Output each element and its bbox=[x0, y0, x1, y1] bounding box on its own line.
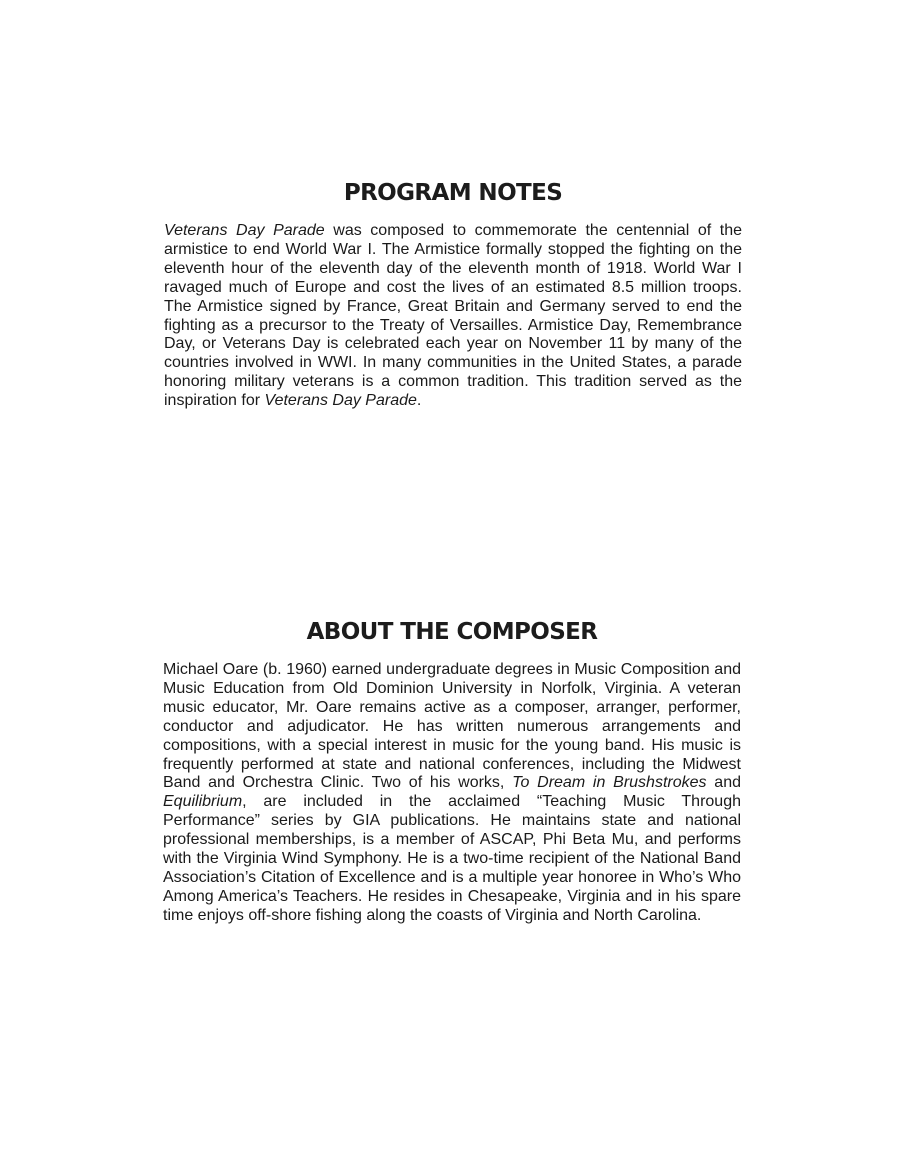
composer-bio-part2: , are included in the acclaimed “Teaching Music Through Performance” series by GIA publications. He maintains state and national professional memberships, is a member of ASCAP, Phi Beta Mu, and performs with the Virginia Wind Symphony. He is a two-time recipient of the National Band Association’s Citation of Excellence and is a multiple year honoree in Who’s Who Among America’s Teachers. He resides in Chesapeake, Virginia and in his spare time enjoys off-shore fishing along the coasts of Virginia and North Carolina. bbox=[163, 793, 741, 924]
program-notes-heading: PROGRAM NOTES bbox=[343, 180, 563, 206]
program-notes-section bbox=[164, 178, 742, 411]
about-composer-heading: ABOUT THE COMPOSER bbox=[306, 619, 598, 645]
work-title-2: Equilibrium bbox=[163, 793, 243, 811]
program-notes-body bbox=[164, 222, 742, 411]
about-composer-section bbox=[163, 617, 741, 926]
about-composer-body bbox=[163, 661, 741, 926]
composer-bio-part1: Michael Oare (b. 1960) earned undergraduate degrees in Music Composition and Music Education from Old Dominion University in Norfolk, Virginia. A veteran music educator, Mr. Oare remains active as a composer, arranger, performer, conductor and adjudicator. He has written numerous arrangements and compositions, with a special interest in music for the young band. His music is frequently performed at state and national conferences, including the Midwest Band and Orchestra Clinic. Two of his works, bbox=[163, 661, 741, 792]
piece-title: Veterans Day Parade bbox=[164, 222, 325, 239]
piece-title-closing: Veterans Day Parade bbox=[264, 392, 417, 410]
program-notes-text: was composed to commemorate the centennial of the armistice to end World War I. The Armistice formally stopped the fighting on the eleventh hour of the eleventh day of the eleventh month of 1918. World War I ravaged much of Europe and cost the lives of an estimated 8.5 million troops. The Armistice signed by France, Great Britain and Germany served to end the fighting as a precursor to the Treaty of Versailles. Armistice Day, Remembrance Day, or Veterans Day is celebrated each year on November 11 by many of the countries involved in WWI. In many communities in the United States, a parade honoring military veterans is a common tradition. This tradition served as the inspiration for bbox=[164, 222, 742, 410]
connector-text: and bbox=[706, 774, 741, 792]
work-title-1: To Dream in Brushstrokes bbox=[512, 774, 707, 792]
closing-punct: . bbox=[416, 392, 422, 410]
